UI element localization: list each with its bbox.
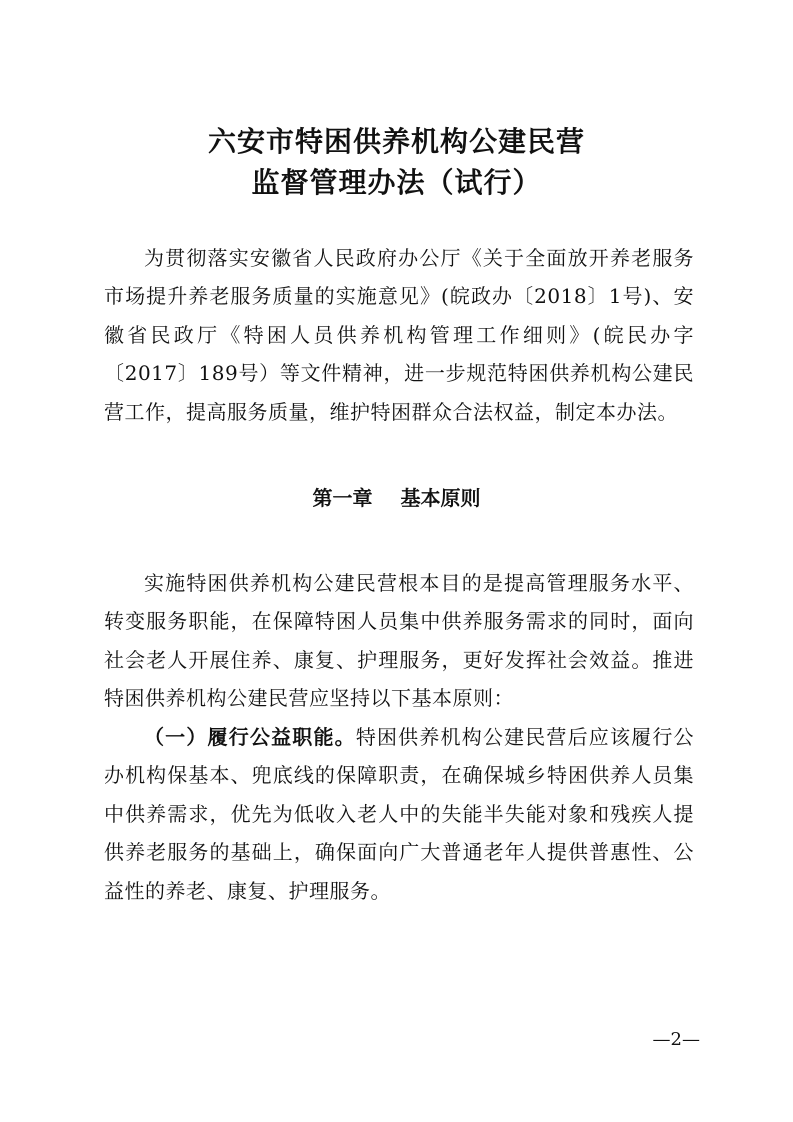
principle-item-1	[104, 718, 694, 910]
document-title-line-2: 监督管理办法（试行）	[251, 166, 542, 199]
principle-item-1-heading: （一）履行公益职能。	[144, 725, 356, 749]
chapter-heading	[0, 484, 793, 512]
page-number: —2—	[652, 1029, 700, 1050]
principle-intro-paragraph: 实施特困供养机构公建民营根本目的是提高管理服务水平、转变服务职能，在保障特困人员集中供养服务需求的同时，面向社会老人开展住养、康复、护理服务，更好发挥社会效益。推进特困供养机构公建民营应坚持以下基本原则：	[104, 571, 694, 711]
chapter-title: 基本原则	[400, 486, 481, 510]
intro-paragraph: 为贯彻落实安徽省人民政府办公厅《关于全面放开养老服务市场提升养老服务质量的实施意见》(皖政办〔2018〕1号)、安徽省民政厅《特困人员供养机构管理工作细则》(皖民办字〔2017〕189号）等文件精神，进一步规范特困供养机构公建民营工作，提高服务质量，维护特困群众合法权益，制定本办法。	[104, 246, 694, 424]
document-title-line-1: 六安市特困供养机构公建民营	[207, 125, 585, 158]
principle-item-1-body: 特困供养机构公建民营后应该履行公办机构保基本、兜底线的保障职责，在确保城乡特困供养人员集中供养需求，优先为低收入老人中的失能半失能对象和残疾人提供养老服务的基础上，确保面向广大普通老年人提供普惠性、公益性的养老、康复、护理服务。	[104, 725, 695, 903]
chapter-number: 第一章	[312, 486, 373, 510]
